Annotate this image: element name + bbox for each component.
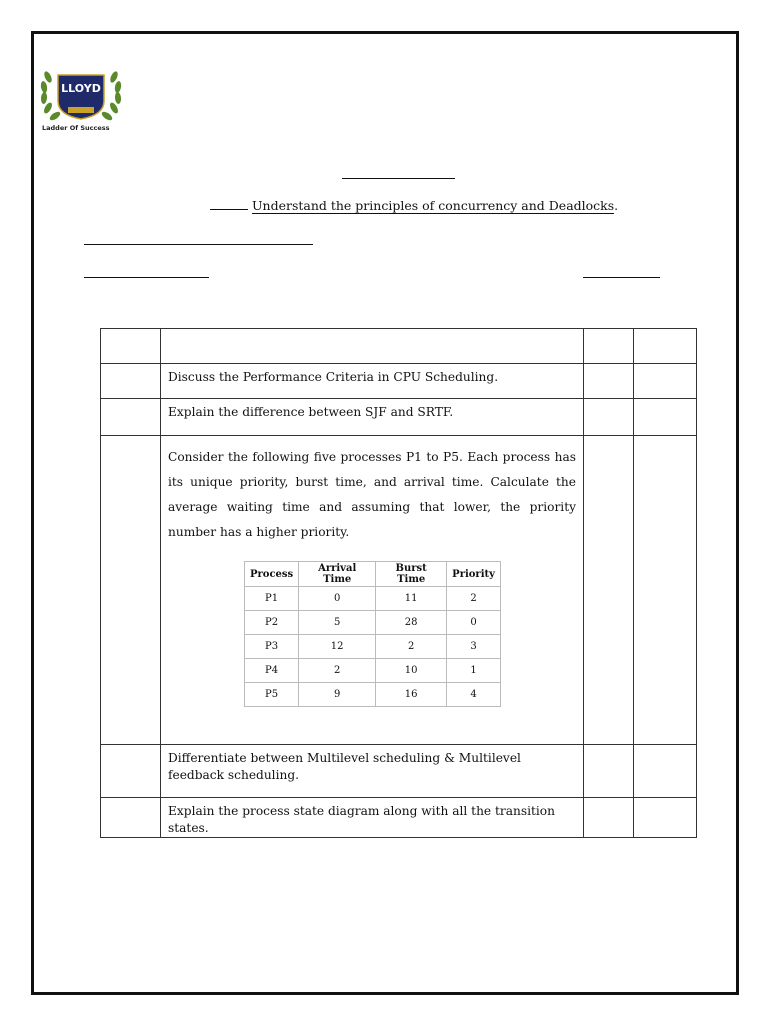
cell: 11 [376, 587, 447, 611]
cell: 12 [299, 635, 376, 659]
column-header: Priority [447, 562, 501, 587]
question-text: Differentiate between Multilevel scheduling & Multilevel feedback scheduling. [168, 751, 521, 782]
logo-tagline: Ladder Of Success [42, 124, 110, 132]
question-text: Explain the process state diagram along with all the transition states. [168, 804, 555, 835]
cell: 3 [447, 635, 501, 659]
process-row [245, 659, 501, 683]
questions-table [100, 328, 697, 838]
cell: 5 [299, 611, 376, 635]
cell: 16 [376, 683, 447, 707]
column-header: Arrival Time [299, 562, 376, 587]
column-header: Process [245, 562, 299, 587]
cell: 28 [376, 611, 447, 635]
cell: 9 [299, 683, 376, 707]
table-row [101, 798, 697, 838]
subtitle-blank [210, 197, 248, 210]
cell: 10 [376, 659, 447, 683]
process-row [245, 611, 501, 635]
cell: 2 [376, 635, 447, 659]
cell: P1 [245, 587, 299, 611]
cell: 0 [447, 611, 501, 635]
question-text: Discuss the Performance Criteria in CPU Scheduling. [168, 370, 499, 384]
info-blank-line [84, 244, 313, 245]
cell: P2 [245, 611, 299, 635]
cell: P3 [245, 635, 299, 659]
table-row [101, 436, 697, 745]
cell: P4 [245, 659, 299, 683]
question-text: Consider the following five processes P1 to P5. Each process has its unique priority, burst time, and arrival time. Calculate the average waiting time and assuming that lower, the priority number has a higher priority. [168, 450, 576, 539]
title-blank-line [342, 178, 455, 179]
logo-wordmark: LLOYD [61, 82, 101, 95]
process-row [245, 587, 501, 611]
cell: 4 [447, 683, 501, 707]
cell: 1 [447, 659, 501, 683]
process-row [245, 635, 501, 659]
process-table-header [245, 562, 501, 587]
cell: 0 [299, 587, 376, 611]
process-table [244, 561, 501, 707]
left-blank-line [84, 277, 209, 278]
process-row [245, 683, 501, 707]
subtitle-text: Understand the principles of concurrency and Deadlocks [251, 198, 615, 213]
table-row [101, 399, 697, 436]
right-blank-line [583, 277, 660, 278]
table-row [101, 745, 697, 798]
column-header: Burst Time [376, 562, 447, 587]
question-text: Explain the difference between SJF and SRTF. [168, 405, 454, 419]
table-row [101, 364, 697, 399]
table-header-row [101, 329, 697, 364]
cell: P5 [245, 683, 299, 707]
cell: 2 [299, 659, 376, 683]
subtitle: Understand the principles of concurrency and Deadlocks. [210, 197, 590, 213]
cell: 2 [447, 587, 501, 611]
